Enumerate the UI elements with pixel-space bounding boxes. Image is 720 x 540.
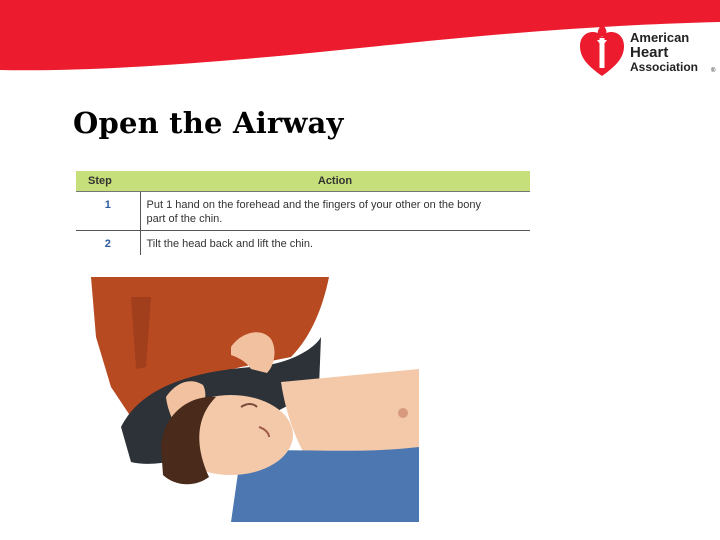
- logo-wordmark: [630, 30, 698, 75]
- header-action: Action: [140, 171, 530, 192]
- header-step: Step: [76, 171, 140, 192]
- head-tilt-chin-lift-illustration: [91, 277, 419, 522]
- table-row: [76, 192, 530, 231]
- logo-line-1: American: [630, 30, 690, 45]
- step-number: 2: [76, 231, 140, 256]
- step-number: 1: [76, 192, 140, 231]
- registered-mark: ®: [711, 68, 716, 74]
- logo-line-2: Heart: [630, 44, 669, 61]
- logo-line-3: Association: [630, 60, 699, 74]
- table-header-row: [76, 171, 530, 192]
- aha-logo: [578, 22, 718, 80]
- step-action: Tilt the head back and lift the chin.: [146, 238, 314, 250]
- step-action: Put 1 hand on the forehead and the fingers of your other on the bony part of the chin.: [140, 192, 530, 231]
- slide-title: Open the Airway: [73, 106, 344, 140]
- table-row: [76, 231, 530, 256]
- steps-table: [76, 171, 530, 255]
- heart-torch-icon: [578, 22, 626, 78]
